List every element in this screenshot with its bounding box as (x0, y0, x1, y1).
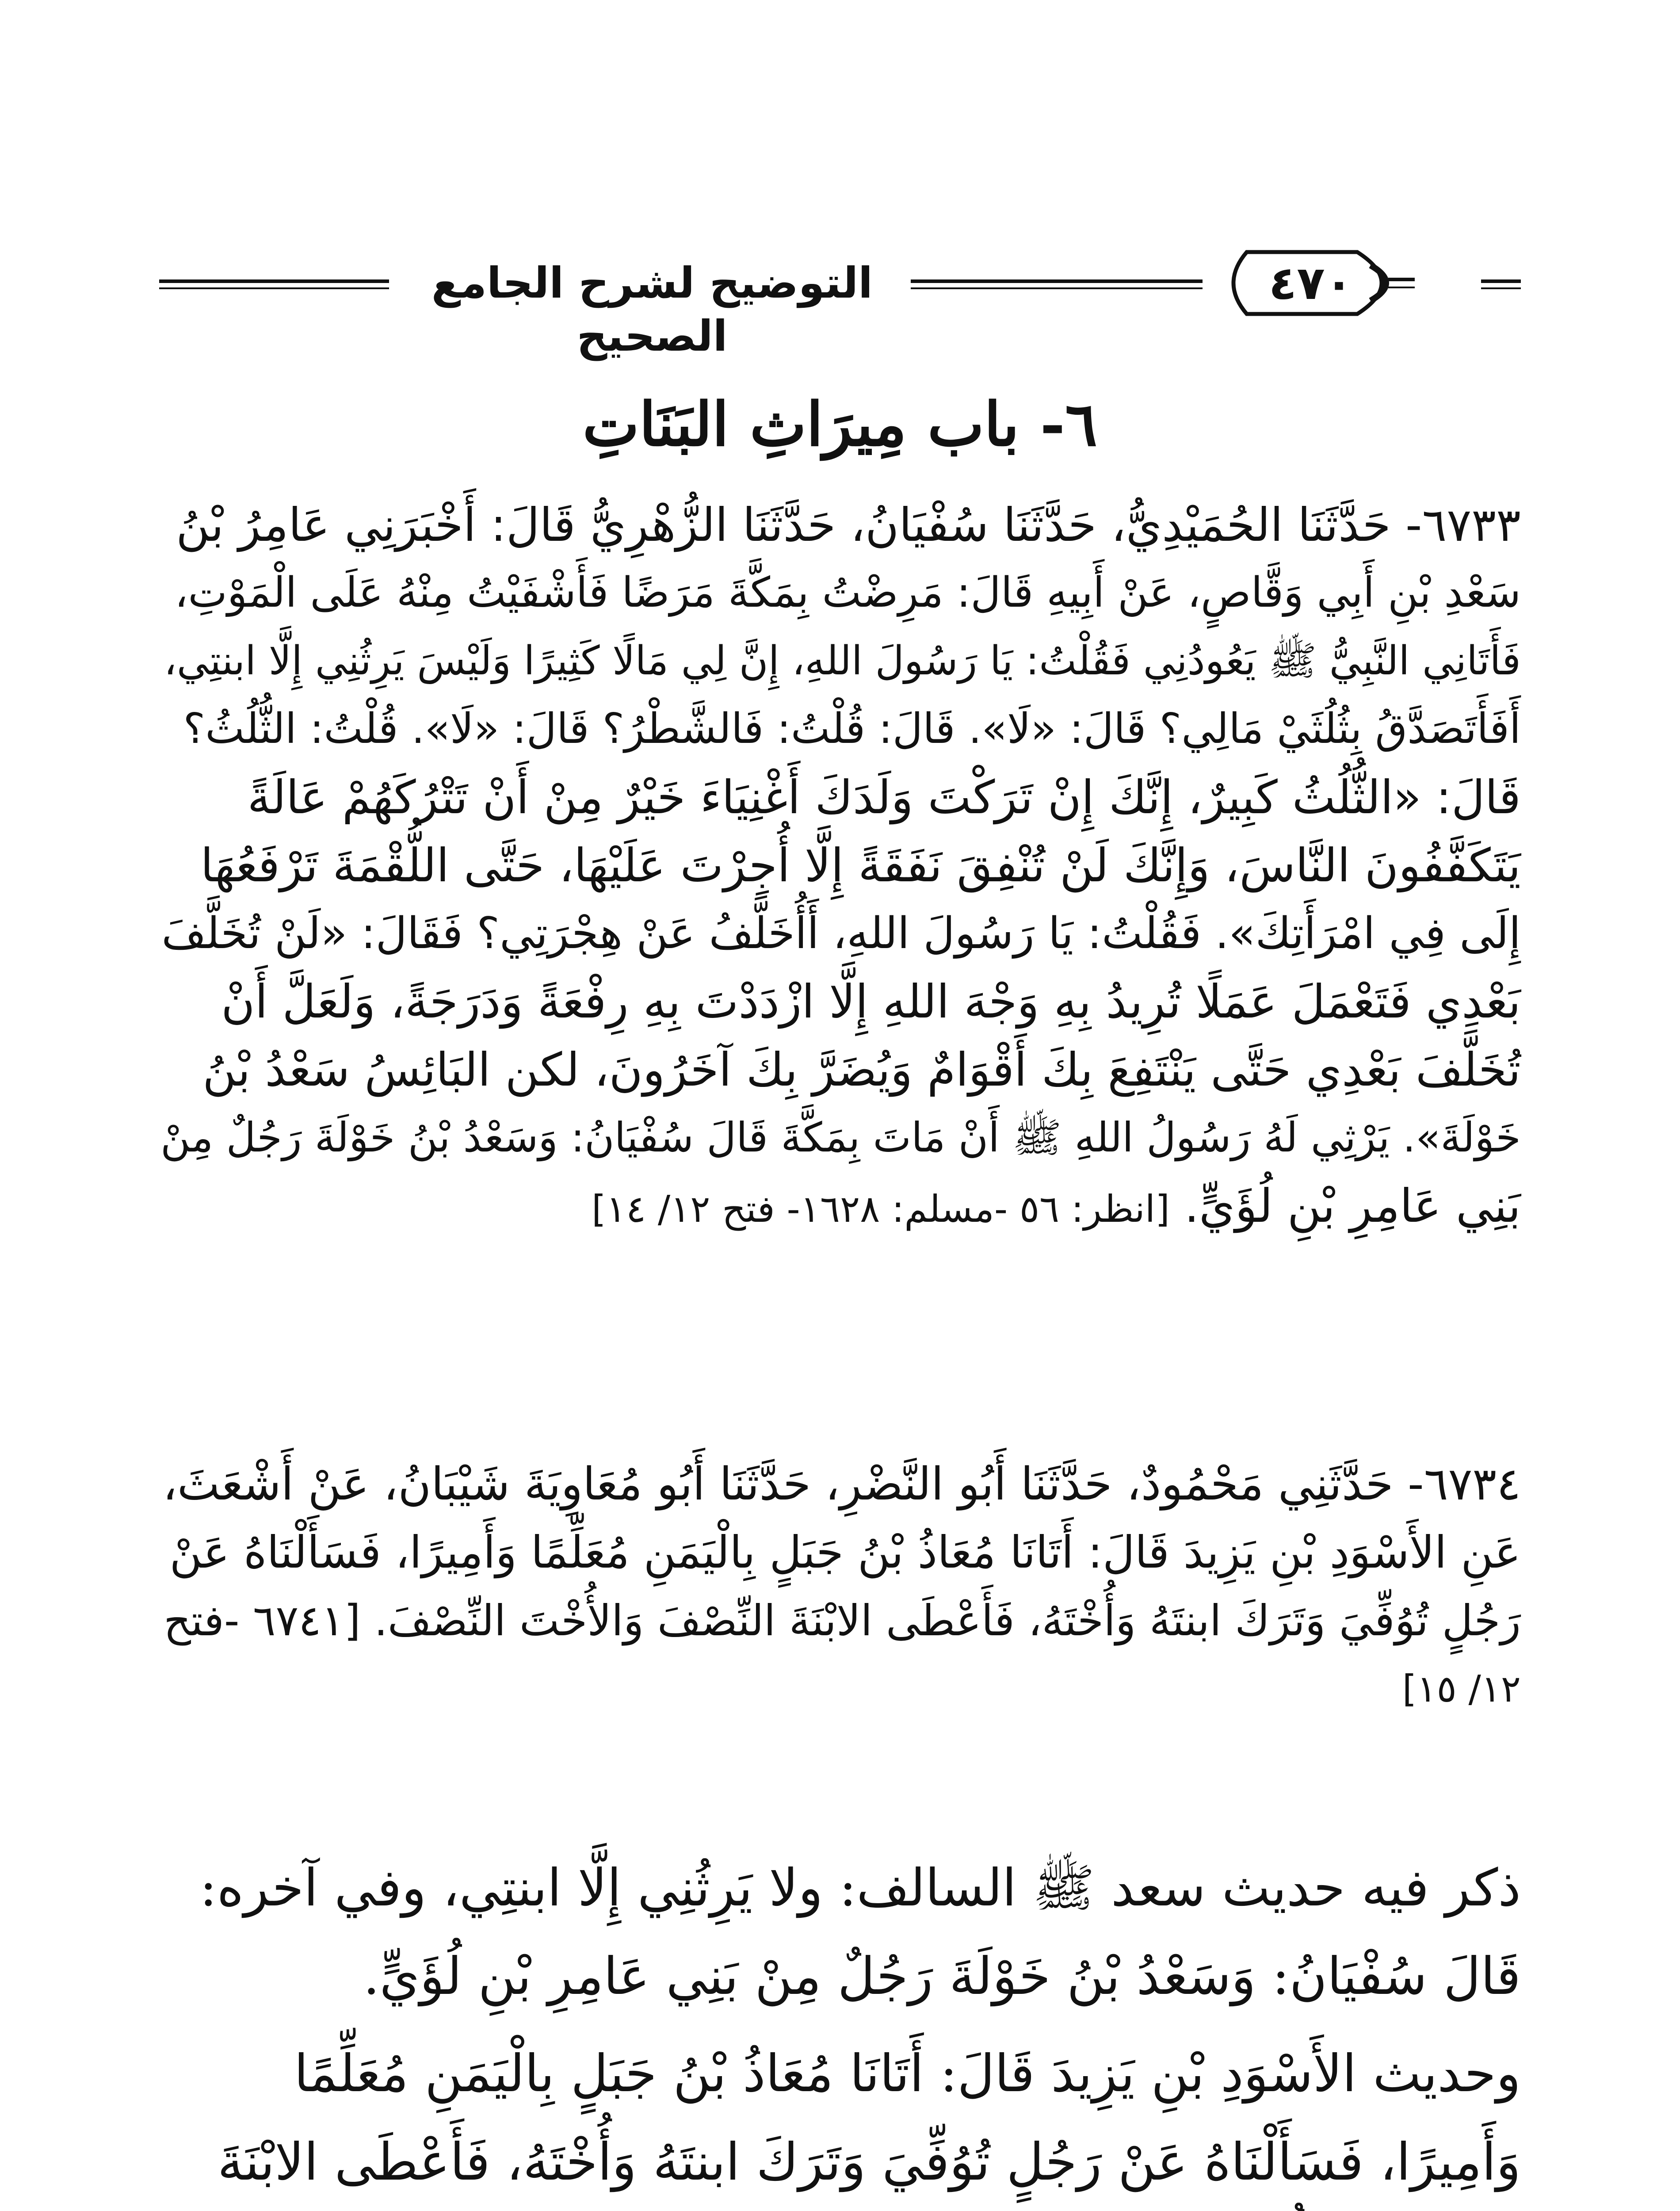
commentary-line: ذكر فيه حديث سعد ﷺ السالف: ولا يَرِثُنِي إِلَّا ابنتِي، وفي آخره: (199, 1858, 1521, 1918)
hadith-line: رَجُلٍ تُوُفِّيَ وَتَرَكَ ابنتَهُ وَأُخْتَهُ، فَأَعْطَى الابْنَةَ النِّصْفَ وَالأُخْتَ النِّصْفَ. [٦٧٤١ -فتح (164, 1596, 1521, 1645)
page-number-badge (1211, 248, 1415, 318)
hadith-line: يَتَكَفَّفُونَ النَّاسَ، وَإِنَّكَ لَنْ تُنْفِقَ نَفَقَةً إِلَّا أُجِرْتَ عَلَيْهَا، حَتَّى اللُّقْمَةَ تَرْفَعُهَا (200, 838, 1521, 892)
commentary-paragraph (159, 2030, 1521, 2211)
chapter-heading: ٦- باب مِيرَاثِ البَنَاتِ (582, 389, 1098, 460)
page-number: ٤٧٠ (1268, 256, 1353, 310)
hadith-line: خَوْلَةَ». يَرْثِي لَهُ رَسُولُ اللهِ ﷺ أَنْ مَاتَ بِمَكَّةَ قَالَ سُفْيَانُ: وَسَعْدُ بْنُ خَوْلَةَ رَجُلٌ مِنْ (160, 1114, 1521, 1161)
hadith-line: عَنِ الأَسْوَدِ بْنِ يَزِيدَ قَالَ: أَتَانَا مُعَاذُ بْنُ جَبَلٍ بِالْيَمَنِ مُعَلِّمًا وَأَمِيرًا، فَسَأَلْنَاهُ عَنْ (169, 1526, 1521, 1578)
hadith-line-text: بَنِي عَامِرِ بْنِ لُؤَيٍّ. (1184, 1179, 1521, 1233)
hadith-last-line (159, 1172, 1521, 1243)
header-rule-right (1481, 279, 1521, 289)
running-header (159, 239, 1521, 361)
hadith-line: تُخَلَّفَ بَعْدِي حَتَّى يَنْتَفِعَ بِكَ أَقْوَامٌ وَيُضَرَّ بِكَ آخَرُونَ، لكن البَائِسُ سَعْدُ بْنُ (202, 1043, 1521, 1097)
hadith-line: بَعْدِي فَتَعْمَلَ عَمَلًا تُرِيدُ بِهِ وَجْهَ اللهِ إِلَّا ازْدَدْتَ بِهِ رِفْعَةً وَدَرَجَةً، وَلَعَلَّ أَنْ (221, 975, 1521, 1029)
commentary-paragraph (159, 1844, 1521, 2021)
header-rule-middle (911, 279, 1203, 289)
hadith-line: فَأَتَانِي النَّبِيُّ ﷺ يَعُودُنِي فَقُلْتُ: يَا رَسُولَ اللهِ، إِنَّ لِي مَالًا كَثِيرًا وَلَيْسَ يَرِثُنِي إِلَّا ابنتِي، (164, 638, 1521, 684)
commentary-line (159, 2207, 1521, 2211)
hadith-line: ٦٧٣٤- حَدَّثَنِي مَحْمُودٌ، حَدَّثَنَا أَبُو النَّضْرِ، حَدَّثَنَا أَبُو مُعَاوِيَةَ شَيْبَانُ، عَنْ أَشْعَثَ، (162, 1458, 1521, 1511)
commentary-line: قَالَ سُفْيَانُ: وَسَعْدُ بْنُ خَوْلَةَ رَجُلٌ مِنْ بَنِي عَامِرِ بْنِ لُؤَيٍّ. (363, 1947, 1521, 2006)
commentary-line: وحديث الأَسْوَدِ بْنِ يَزِيدَ قَالَ: أَتَانَا مُعَاذُ بْنُ جَبَلٍ بِالْيَمَنِ مُعَلِّمًا (294, 2044, 1521, 2104)
hadith-line: ٦٧٣٣- حَدَّثَنَا الحُمَيْدِيُّ، حَدَّثَنَا سُفْيَانُ، حَدَّثَنَا الزُّهْرِيُّ قَالَ: أَخْبَرَنِي عَامِرُ بْنُ (176, 498, 1521, 552)
hadith-line: أَفَأَتَصَدَّقُ بِثُلُثَيْ مَالِي؟ قَالَ: «لَا». قَالَ: قُلْتُ: فَالشَّطْرُ؟ قَالَ: «لَا». قُلْتُ: الثُّلُثُ؟ (183, 705, 1521, 753)
hadith-line: قَالَ: «الثُّلُثُ كَبِيرٌ، إِنَّكَ إِنْ تَرَكْتَ وَلَدَكَ أَغْنِيَاءَ خَيْرٌ مِنْ أَنْ تَتْرُكَهُمْ عَالَةً (247, 770, 1521, 824)
hadith-6734 (159, 1450, 1521, 1723)
commentary-line: وَأَمِيرًا، فَسَأَلْنَاهُ عَنْ رَجُلٍ تُوُفِّيَ وَتَرَكَ ابنتَهُ وَأُخْتَهُ، فَأَعْطَى الابْنَةَ (217, 2132, 1521, 2192)
hadith-6733 (159, 491, 1521, 1243)
commentary (159, 1844, 1521, 2211)
hadith-line: إِلَى فِي امْرَأَتِكَ». فَقُلْتُ: يَا رَسُولَ اللهِ، أَأُخَلَّفُ عَنْ هِجْرَتِي؟ فَقَالَ: «لَنْ تُخَلَّفَ (161, 908, 1521, 959)
hadith-reference: [انظر: ٥٦ -مسلم: ١٦٢٨- فتح ١٢/ ١٤] (592, 1187, 1170, 1231)
header-rule-left (159, 279, 389, 289)
hadith-line: سَعْدِ بْنِ أَبِي وَقَّاصٍ، عَنْ أَبِيهِ قَالَ: مَرِضْتُ بِمَكَّةَ مَرَضًا فَأَشْفَيْتُ مِنْهُ عَلَى الْمَوْتِ، (175, 569, 1521, 617)
running-title: التوضيح لشرح الجامع الصحيح (431, 258, 873, 361)
hadith-reference: ١٢/ ١٥] (1402, 1667, 1521, 1710)
